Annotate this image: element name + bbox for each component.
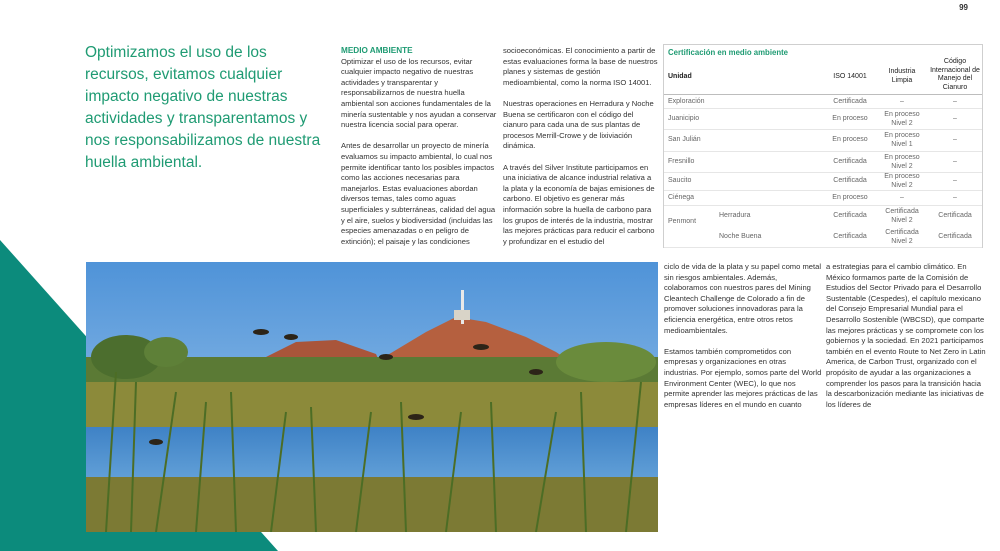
cell-cianuro: Certificada: [938, 233, 972, 240]
text-column-4: [826, 262, 986, 421]
certification-table: [663, 44, 983, 248]
cell-subunit: Noche Buena: [719, 233, 762, 240]
section-title: MEDIO AMBIENTE: [341, 46, 413, 55]
cell-industria: En proceso Nivel 2: [884, 173, 920, 189]
table-row: [664, 190, 982, 206]
table-header: [664, 58, 982, 95]
cell-industria: Certificada Nivel 2: [885, 208, 919, 224]
cell-unit: Penmont: [668, 218, 697, 225]
header-unidad: Unidad: [668, 73, 692, 80]
text-column-1: [341, 46, 499, 258]
text-column-3: [664, 262, 822, 421]
cell-cianuro: –: [953, 115, 957, 122]
cell-iso: Certificada: [833, 158, 867, 165]
cell-iso: En proceso: [832, 136, 868, 143]
header-industria: Industria Limpia: [888, 68, 916, 84]
cell-iso: Certificada: [833, 212, 867, 219]
cell-unit: Ciénega: [668, 194, 695, 201]
cell-unit: Fresnillo: [668, 158, 695, 165]
paragraph: Optimizar el uso de los recursos, evitar cualquier impacto negativo de nuestras actividades y transparentar y responsabilizarnos de nuestra huella ambiental son acciones fundamentales de la minería sustentable y nos ayudan a conservar nuestra licencia social para operar.: [341, 56, 497, 130]
cell-iso: Certificada: [833, 233, 867, 240]
header-iso: ISO 14001: [833, 73, 867, 80]
paragraph: socioeconómicas. El conocimiento a partir de estas evaluaciones forma la base de nuestros planes y sistemas de gestión medioambiental, como la norma ISO 14001.: [503, 46, 658, 87]
cell-industria: En proceso Nivel 1: [884, 132, 920, 148]
cell-industria: Certificada Nivel 2: [885, 229, 919, 245]
paragraph: Nuestras operaciones en Herradura y Noche Buena se certificaron con el código del cianuro para cada una de sus plantas de procesos Merrill-Crowe y de lixiviación dinámica.: [503, 98, 654, 151]
paragraph: a estrategias para el cambio climático. En México formamos parte de la Comisión de Estudios del Sector Privado para el Desarrollo Sustentable (Cespedes), el capítulo mexicano del Consejo Empresarial Mundial para el Desarrollo Sostenible (WBCSD), que comparte las mejores prácticas y se compromete con los gobiernos y la sociedad. En 2021 participamos también en el evento Route to Net Zero in Latin America, de Carbon Trust, organizado con el propósito de ayudar a las organizaciones a comprender los pasos para la transición hacia la descarbonización mediante las iniciativas de los líderes de: [826, 262, 986, 409]
cell-cianuro: Certificada: [938, 212, 972, 219]
cell-iso: Certificada: [833, 177, 867, 184]
table-row: [664, 227, 982, 248]
cell-cianuro: –: [953, 194, 957, 201]
lake-landscape-photo: [86, 262, 658, 532]
cell-subunit: Herradura: [719, 212, 751, 219]
paragraph: Estamos también comprometidos con empresas y organizaciones en otras industrias. Por ejemplo, somos parte del World Environment Center (WEC), lo que nos permite aprender las mejores prácticas de las empresas líderes en el mundo en cuanto: [664, 346, 822, 409]
cell-industria: En proceso Nivel 2: [884, 111, 920, 127]
cell-cianuro: –: [953, 98, 957, 105]
page-number: 99: [959, 3, 968, 12]
header-cianuro: Código Internacional de Manejo del Cianuro: [930, 58, 980, 91]
table-title: Certificación en medio ambiente: [668, 48, 789, 57]
table-row: [664, 172, 982, 191]
cell-unit: Juanicipio: [668, 115, 700, 122]
table-row: [664, 108, 982, 130]
cell-industria: En proceso Nivel 2: [884, 154, 920, 170]
cell-iso: En proceso: [832, 194, 868, 201]
cell-unit: Saucito: [668, 177, 692, 184]
cell-industria: –: [900, 194, 904, 201]
table-row: [664, 151, 982, 173]
paragraph: ciclo de vida de la plata y su papel como metal sin riesgos ambientales. Además, colaboramos con nuestros pares del Mining Cleantech Challenge de Colorado a fin de promover soluciones innovadoras para la eficiencia energética, entre otros retos medioambientales.: [664, 262, 822, 335]
cell-unit: San Julián: [668, 136, 701, 143]
page-headline: Optimizamos el uso de los recursos, evitamos cualquier impacto negativo de nuestras actividades y transparentamos y nos responsabilizamos de nuestra huella ambiental.: [85, 44, 321, 171]
paragraph: A través del Silver Institute participamos en una iniciativa de alcance industrial relativa a la plata y la economía de bajas emisiones de carbono. El objetivo es generar más información sobre la huella de carbono para los grupos de interés de la industria, mostrar las mejores prácticas para reducir el carbono y profundizar en el estudio del: [503, 162, 655, 246]
table-row: [664, 205, 982, 227]
cell-cianuro: –: [953, 136, 957, 143]
text-column-2: [503, 46, 658, 258]
paragraph: Antes de desarrollar un proyecto de minería evaluamos su impacto ambiental, lo cual nos permite identificar tanto los posibles impactos como las acciones necesarias para manejarlos. Estas evaluaciones abordan diversos temas, tales como aguas superficiales y subterráneas, calidad del agua y el aire, suelos y biodiversidad (incluidas las especies amenazadas o en peligro de extinción); el paisaje y las condiciones: [341, 141, 496, 246]
cell-iso: Certificada: [833, 98, 867, 105]
cell-iso: En proceso: [832, 115, 868, 122]
cell-industria: –: [900, 98, 904, 105]
cell-cianuro: –: [953, 158, 957, 165]
table-row: [664, 129, 982, 152]
table-row: [664, 95, 982, 109]
cell-unit: Exploración: [668, 98, 705, 105]
cell-cianuro: –: [953, 177, 957, 184]
